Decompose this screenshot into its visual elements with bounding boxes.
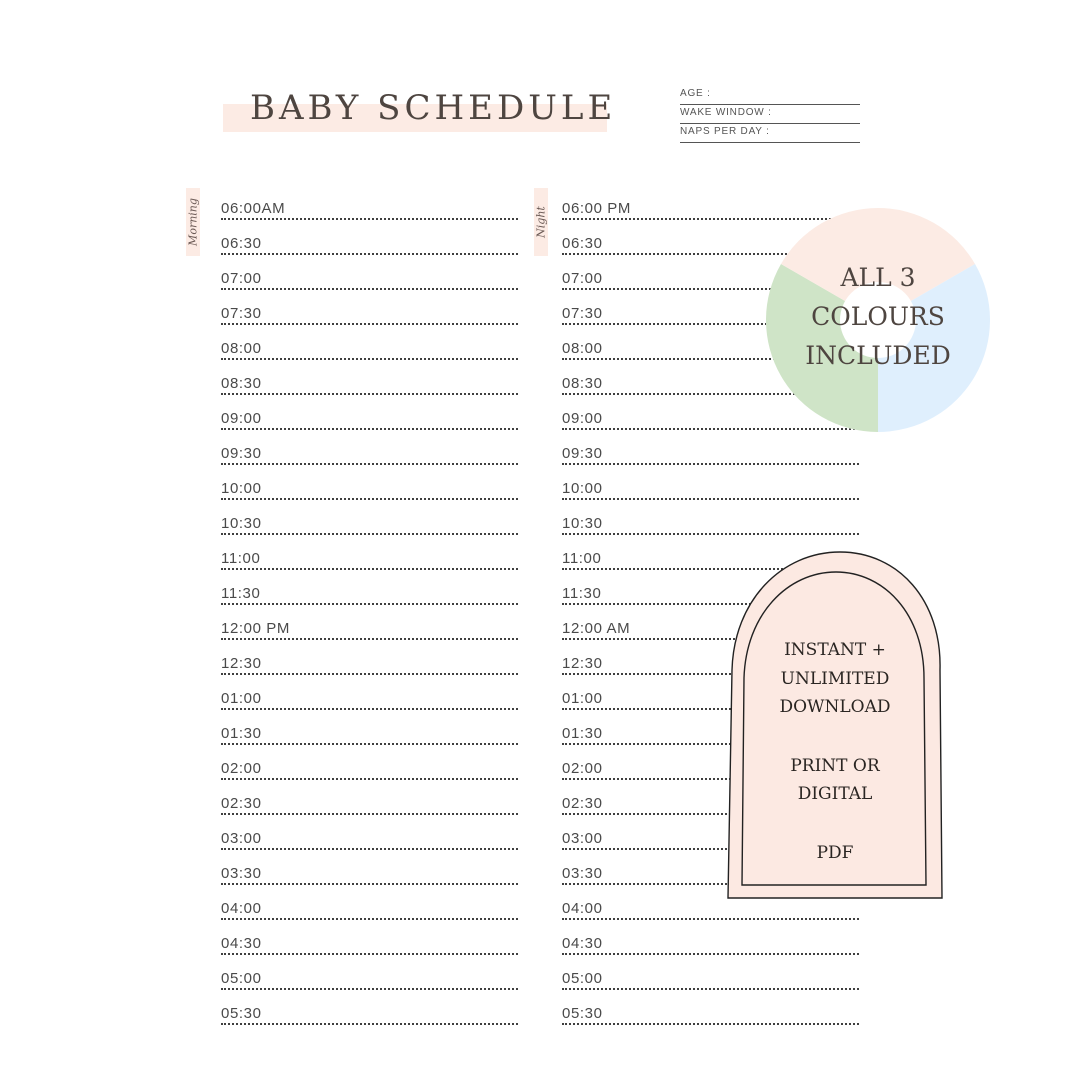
- time-label: 08:30: [562, 375, 603, 392]
- time-label: 03:00: [562, 830, 603, 847]
- morning-label: Morning: [186, 198, 200, 246]
- time-label: 07:00: [221, 270, 262, 287]
- time-label: 10:30: [562, 515, 603, 532]
- time-slot-row[interactable]: [221, 605, 518, 640]
- time-label: 02:00: [562, 760, 603, 777]
- time-slot-row[interactable]: [562, 500, 859, 535]
- time-slot-row[interactable]: [221, 220, 518, 255]
- night-tag: [534, 188, 548, 256]
- time-label: 12:00 AM: [562, 620, 631, 637]
- colour-badge-line: ALL 3: [840, 263, 916, 292]
- morning-tag: [186, 188, 200, 256]
- time-label: 09:00: [562, 410, 603, 427]
- download-line: DOWNLOAD: [779, 697, 891, 717]
- colour-badge-line: COLOURS: [811, 302, 945, 331]
- time-label: 06:00 PM: [562, 200, 632, 217]
- time-slot-row[interactable]: [221, 570, 518, 605]
- time-label: 01:30: [221, 725, 262, 742]
- time-label: 05:00: [221, 970, 262, 987]
- download-line: PDF: [816, 842, 854, 863]
- wake-window-field[interactable]: WAKE WINDOW :: [680, 105, 860, 124]
- colour-badge-line: INCLUDED: [805, 341, 951, 370]
- time-slot-row[interactable]: [221, 815, 518, 850]
- time-slot-row[interactable]: [562, 990, 859, 1025]
- time-label: 02:30: [562, 795, 603, 812]
- time-label: 09:00: [221, 410, 262, 427]
- time-label: 07:30: [221, 305, 262, 322]
- time-label: 03:30: [562, 865, 603, 882]
- time-slot-row[interactable]: [221, 185, 518, 220]
- time-label: 04:30: [562, 935, 603, 952]
- time-label: 03:30: [221, 865, 262, 882]
- time-label: 11:00: [562, 550, 602, 567]
- time-label: 02:00: [221, 760, 262, 777]
- time-slot-row[interactable]: [221, 535, 518, 570]
- time-label: 06:00AM: [221, 200, 286, 217]
- time-label: 01:30: [562, 725, 603, 742]
- time-label: 10:00: [221, 480, 262, 497]
- time-label: 07:00: [562, 270, 603, 287]
- meta-fields: [680, 86, 860, 143]
- time-label: 08:00: [221, 340, 262, 357]
- time-slot-row[interactable]: [221, 850, 518, 885]
- time-slot-row[interactable]: [221, 360, 518, 395]
- time-label: 11:30: [562, 585, 602, 602]
- time-label: 07:30: [562, 305, 603, 322]
- time-label: 11:00: [221, 550, 261, 567]
- time-slot-row[interactable]: [221, 465, 518, 500]
- time-label: 09:30: [221, 445, 262, 462]
- time-slot-row[interactable]: [221, 675, 518, 710]
- time-label: 02:30: [221, 795, 262, 812]
- time-label: 01:00: [221, 690, 262, 707]
- time-label: 06:30: [221, 235, 262, 252]
- time-label: 12:30: [221, 655, 262, 672]
- time-label: 10:30: [221, 515, 262, 532]
- time-slot-row[interactable]: [221, 745, 518, 780]
- time-label: 09:30: [562, 445, 603, 462]
- time-slot-row[interactable]: [562, 920, 859, 955]
- time-slot-row[interactable]: [221, 395, 518, 430]
- time-label: 12:00 PM: [221, 620, 291, 637]
- time-slot-row[interactable]: [221, 955, 518, 990]
- time-slot-row[interactable]: [221, 710, 518, 745]
- time-slot-row[interactable]: [562, 465, 859, 500]
- time-label: 05:30: [221, 1005, 262, 1022]
- night-label: Night: [534, 206, 548, 238]
- time-label: 01:00: [562, 690, 603, 707]
- time-label: 04:30: [221, 935, 262, 952]
- time-slot-row[interactable]: [221, 990, 518, 1025]
- time-slot-row[interactable]: [221, 430, 518, 465]
- time-label: 12:30: [562, 655, 603, 672]
- time-slot-row[interactable]: [221, 780, 518, 815]
- time-slot-row[interactable]: [221, 325, 518, 360]
- download-line: PRINT OR: [790, 755, 880, 776]
- time-label: 05:30: [562, 1005, 603, 1022]
- time-label: 03:00: [221, 830, 262, 847]
- time-slot-row[interactable]: [221, 640, 518, 675]
- time-slot-row[interactable]: [221, 290, 518, 325]
- time-label: 05:00: [562, 970, 603, 987]
- download-line: UNLIMITED: [780, 668, 890, 689]
- colour-badge-text: [766, 258, 990, 375]
- download-line: INSTANT +: [784, 640, 886, 660]
- time-label: 08:30: [221, 375, 262, 392]
- time-slot-row[interactable]: [221, 500, 518, 535]
- time-slot-row[interactable]: [221, 255, 518, 290]
- time-label: 08:00: [562, 340, 603, 357]
- page-title: BABY SCHEDULE: [250, 88, 617, 128]
- time-label: 06:30: [562, 235, 603, 252]
- time-label: 04:00: [562, 900, 603, 917]
- morning-column: [221, 185, 518, 1025]
- time-label: 10:00: [562, 480, 603, 497]
- time-slot-row[interactable]: [221, 920, 518, 955]
- time-slot-row[interactable]: [562, 955, 859, 990]
- download-badge-text: [740, 636, 930, 867]
- time-slot-row[interactable]: [221, 885, 518, 920]
- time-slot-row[interactable]: [562, 430, 859, 465]
- time-label: 11:30: [221, 585, 261, 602]
- naps-per-day-field[interactable]: NAPS PER DAY :: [680, 124, 860, 143]
- time-label: 04:00: [221, 900, 262, 917]
- age-field[interactable]: AGE :: [680, 86, 860, 105]
- download-line: DIGITAL: [797, 784, 873, 804]
